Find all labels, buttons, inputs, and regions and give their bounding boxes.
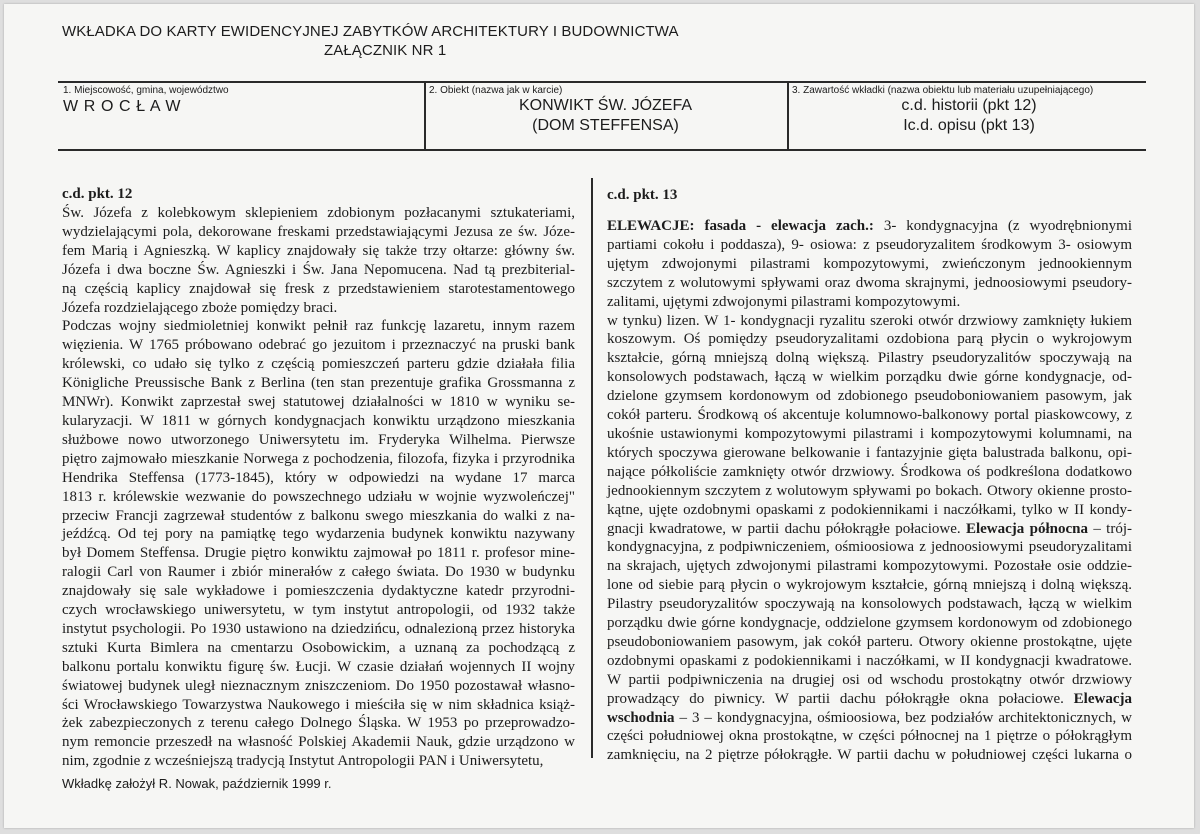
history-line: balkonu portalu konwiktu figurę św. Łucji. W czasie działań wojennych II wojny	[62, 658, 575, 675]
description-text	[607, 217, 1132, 765]
description-line	[607, 255, 1132, 274]
description-line	[607, 330, 1132, 349]
history-line: światowej budynek uległ nieznacznym zniszczeniom. Do 1950 pozostawał własno-	[62, 677, 575, 694]
description-run: konsolowych podstawach, łączą w wielkim porządku dwie górne kondygnacje, od-	[607, 369, 1132, 386]
description-run: ujętym zdwojonymi pilastrami kompozytowymi, zwieńczonym jednookiennym	[607, 255, 1132, 272]
history-line: więzienia. W 1765 próbowano odebrać go jezuitom i przeznaczyć na pruski bank	[62, 337, 575, 354]
document-header	[62, 22, 762, 60]
description-run: kondygnacyjna, z podpiwniczeniem, ośmioosiowa z jednoosiowymi pseudoryzalitami	[607, 539, 1132, 556]
history-line: Podczas wojny siedmioletniej konwikt pełnił raz funkcję lazaretu, innym razem	[62, 318, 575, 335]
field-1-label: 1. Miejscowość, gmina, województwo	[63, 85, 229, 96]
description-run: Pilastry pseudoryzalitów spoczywają na konsolowych podstawach, łączą w wielkim	[607, 596, 1132, 613]
description-line	[607, 576, 1132, 595]
history-line: 1813 r. królewskie wezwanie do powszechnego udziału w wojnie wyzwoleńczej"	[62, 488, 575, 505]
history-line: fem Marią i Agnieszką. W kaplicy znajdowały się także trzy ołtarze: główny św.	[62, 242, 575, 259]
field-1-value: W R O C Ł A W	[63, 98, 182, 115]
history-line: ralogii Carl von Raumer i zbiór minerałów z całego świata. Do 1930 w budynku	[62, 564, 575, 581]
description-emphasis: wschodnia	[607, 709, 675, 726]
history-line: żek zabezpieczonych z terenu całego Dolnego Śląska. W 1953 po przeprowadzo-	[62, 715, 575, 732]
description-line	[607, 368, 1132, 387]
description-line	[607, 595, 1132, 614]
description-line	[607, 312, 1132, 331]
description-emphasis: Elewacja północna	[965, 520, 1088, 537]
field-3-value	[792, 96, 1146, 136]
description-line	[607, 274, 1132, 293]
history-line: MNWr). Konwikt zaprzestał swej statutowej działalności w 1810 w wyniku se-	[62, 394, 575, 411]
description-run: partiami cokołu i poddasza), 9- osiowa: z pseudoryzalitem środkowym 3- osiowym	[607, 236, 1132, 253]
description-line	[607, 387, 1132, 406]
description-run: koszowym. Oś pomiędzy pseudoryzalitami ozdobiona parą płycin o wykrojowym	[607, 331, 1132, 348]
history-line: ści Wrocławskiego Towarzystwa Naukowego i mieściła się w nim składnica książ-	[62, 696, 575, 713]
description-line	[607, 425, 1132, 444]
description-run: – trój-	[1087, 520, 1133, 537]
header-subtitle: ZAŁĄCZNIK NR 1	[324, 42, 447, 59]
description-run: ukośnie ustawionymi kompozytowymi pilastrami i kompozytowymi kolumnami, na	[607, 425, 1132, 442]
history-line: Józefa i dwa boczne Św. Agnieszki i Św. Jana Nepomucena. Nad tą prezbiterial-	[62, 261, 575, 278]
history-line: instytut psychologii. Po 1930 ustawiono na dziedzińcu, odnalezioną przez historyka	[62, 620, 575, 637]
history-line: czych wrocławskiego uniwersytetu, w tym instytut antropologii, od 1932 także	[62, 602, 575, 619]
column-divider	[591, 178, 593, 758]
description-line	[607, 463, 1132, 482]
history-line: Hendrika Steffensa (1773-1845), który w odpowiedzi na wydane 17 marca	[62, 469, 575, 486]
description-run: lone od siebie parą płycin o wykrojowym kształcie, górną mniejszą i dolną większą.	[607, 577, 1132, 594]
description-line	[607, 671, 1132, 690]
history-heading: c.d. pkt. 12	[62, 186, 133, 202]
history-line: królewski, co udało się tylko z częścią pomieszczeń parteru gdzie działała filia	[62, 356, 575, 373]
history-line: ną częścią kaplicy znajdował się fresk z przedstawieniem starotestamentowego	[62, 280, 575, 297]
description-run: W partii podpiwniczenia na drugiej osi od wschodu prostokątny otwór drzwiowy	[607, 671, 1132, 688]
description-run: kątne, ujęte ozdobnymi opaskami z podokiennikami i naczółkami, tylko w II kondy-	[607, 501, 1132, 518]
description-line	[607, 538, 1132, 557]
description-run: gnacji kwadratowe, w partii dachu półokrągłe połaciowe.	[607, 520, 966, 537]
history-line: Józefa rozdzielającego zboże pomiędzy braci.	[62, 299, 338, 316]
description-line	[607, 633, 1132, 652]
description-run: 3- kondygnacyjna (z wyodrębnionymi	[873, 218, 1132, 234]
history-line: nim, zgodnie z wcześniejszą tradycją Instytut Antropologii PAN i Uniwersytetu,	[62, 753, 544, 770]
field-2-label: 2. Obiekt (nazwa jak w karcie)	[429, 85, 563, 96]
history-line: kularyzacji. W 1811 w górnych kondygnacjach konwiktu urządzono mieszkania	[62, 412, 575, 429]
description-run: zalitami, ujętymi zdwojonymi pilastrami kompozytowymi.	[607, 293, 961, 310]
description-run: pseudoboniowaniem pasowym, jak cokół parteru. Otwory okienne prostokątne, ujęte	[607, 633, 1132, 650]
header-title: WKŁADKA DO KARTY EWIDENCYJNEJ ZABYTKÓW ARCHITEKTURY I BUDOWNICTWA	[62, 23, 679, 40]
history-text	[62, 204, 575, 771]
description-run: ozdobnymi opaskami z podokiennikami i naczółkami, w II kondygnacji kwadratowe.	[607, 652, 1132, 669]
description-emphasis: ELEWACJE: fasada - elewacja zach.:	[607, 218, 874, 234]
description-run: cokół parteru. Środkową oś akcentuje kolumnowo-balkonowy portal piaskowcowy, z	[607, 407, 1132, 424]
description-run: których spoczywa gierowane belkowanie i fantazyjnie gięta balustrada balkonu, opi-	[607, 444, 1132, 461]
description-line	[607, 727, 1132, 746]
description-run: – 3 – kondygnacyjna, ośmioosiowa, bez podziałów architektonicznych, w	[674, 709, 1132, 726]
history-line: służbowe nowo utworzonego Uniwersytetu im. Fryderyka Wilhelma. Pierwsze	[62, 431, 575, 448]
description-line	[607, 746, 1132, 765]
field-box-bottom-rule	[58, 149, 1146, 151]
field-3-label: 3. Zawartość wkładki (nazwa obiektu lub materiału uzupełniającego)	[792, 85, 1094, 96]
description-run: w tynku) lizen. W 1- kondygnacji ryzalitu szeroki otwór drzwiowy zamknięty łukiem	[607, 312, 1132, 329]
field-2-value-line1: KONWIKT ŚW. JÓZEFA	[518, 97, 693, 114]
footer-note: Wkładkę założył R. Nowak, październik 1999 r.	[62, 776, 332, 791]
history-line: nym remoncie przeszedł na własność Polskiej Akademii Nauk, gdzie urządzono w	[62, 734, 575, 751]
history-line: był Domem Steffensa. Drugie piętro konwiktu zajmował po 1811 r. profesor mine-	[62, 545, 575, 562]
description-run: prowadzący do piwnicy. W partii dachu półokrągłe okna połaciowe.	[607, 690, 1074, 707]
history-line: jeźdźcą. Od tej pory na pamiątkę tego wydarzenia budynek konwiktu nazywany	[62, 526, 575, 543]
description-line	[607, 217, 1132, 236]
description-run: części południowej okna prostokątne, w części północnej na 1 piętrze o półokrągłym	[607, 728, 1132, 745]
description-line	[607, 614, 1132, 633]
description-line	[607, 520, 1132, 539]
description-heading: c.d. pkt. 13	[607, 187, 678, 203]
description-line	[607, 652, 1132, 671]
field-2-value	[424, 96, 787, 136]
description-line	[607, 406, 1132, 425]
description-line	[607, 444, 1132, 463]
description-run: dzielone gzymsem kordonowym od zdobionego pseudoboniowaniem pasowym, jak	[607, 388, 1132, 405]
description-line	[607, 501, 1132, 520]
description-run: szczytem z wolutowymi spływami oraz dwoma skrajnymi, jednoosiowymi pseudory-	[607, 274, 1132, 291]
history-line: piętro zajmowało mieszkanie Norwega z pochodzenia, filozofa, fizyka i przyrodnika	[62, 450, 575, 467]
description-run: nające półkoliście zamknięty otwór drzwiowy. Środkowa oś podkreślona dodatkowo	[607, 463, 1132, 480]
description-run: jednookiennym szczytem z wolutowym spływami po bokach. Otwory okienne prosto-	[607, 482, 1132, 499]
history-line: przeciw Francji zagrzewał studentów z balkonu swego mieszkania do walki z na-	[62, 507, 575, 524]
field-2-value-line2: (DOM STEFFENSA)	[532, 117, 679, 134]
description-line	[607, 557, 1132, 576]
description-run: porządku dwie górne kondygnacje, oddzielone gzymsem kordonowym od zdobionego	[607, 615, 1132, 632]
description-line	[607, 690, 1132, 709]
description-line	[607, 709, 1132, 728]
history-line: znajdowały się sale wykładowe i pomieszczenia dydaktyczne katedr przyrodni-	[62, 583, 575, 600]
description-line	[607, 349, 1132, 368]
history-column	[62, 185, 575, 771]
history-line: sztuki Kurta Bimlera na cmentarzu Osobowickim, a uznaną za pochodzącą z	[62, 639, 575, 656]
field-box-top-rule	[58, 81, 1146, 83]
description-run: na skrajach, ujętych zdwojonymi pilastrami kompozytowymi. Pozostałe osie oddzie-	[607, 558, 1132, 575]
description-run: kształcie, górną mniejszą dolną większą. Pilastry pseudoryzalitów spoczywają na	[607, 350, 1132, 367]
field-3-value-line1: c.d. historii (pkt 12)	[901, 97, 1037, 114]
description-run: zamknięciu, na 2 piętrze półokrągłe. W partii dachu w południowej części lukarna o	[607, 747, 1132, 764]
field-divider-2	[787, 81, 789, 150]
description-line	[607, 293, 1132, 312]
history-line: Königliche Preussische Bank z Berlina (ten stan prezentuje grafika Grossmanna z	[62, 375, 575, 392]
field-3-value-line2: Ic.d. opisu (pkt 13)	[903, 117, 1035, 134]
description-line	[607, 236, 1132, 255]
description-line	[607, 482, 1132, 501]
history-line: Św. Józefa z kolebkowym sklepieniem zdobionym pozłacanymi sztukateriami,	[62, 205, 575, 221]
description-emphasis: Elewacja	[1073, 690, 1132, 707]
history-line: wydzielającymi pola, dekorowane freskami przedstawiającymi Jezusa ze św. Józe-	[62, 223, 575, 240]
description-column	[607, 186, 1132, 765]
